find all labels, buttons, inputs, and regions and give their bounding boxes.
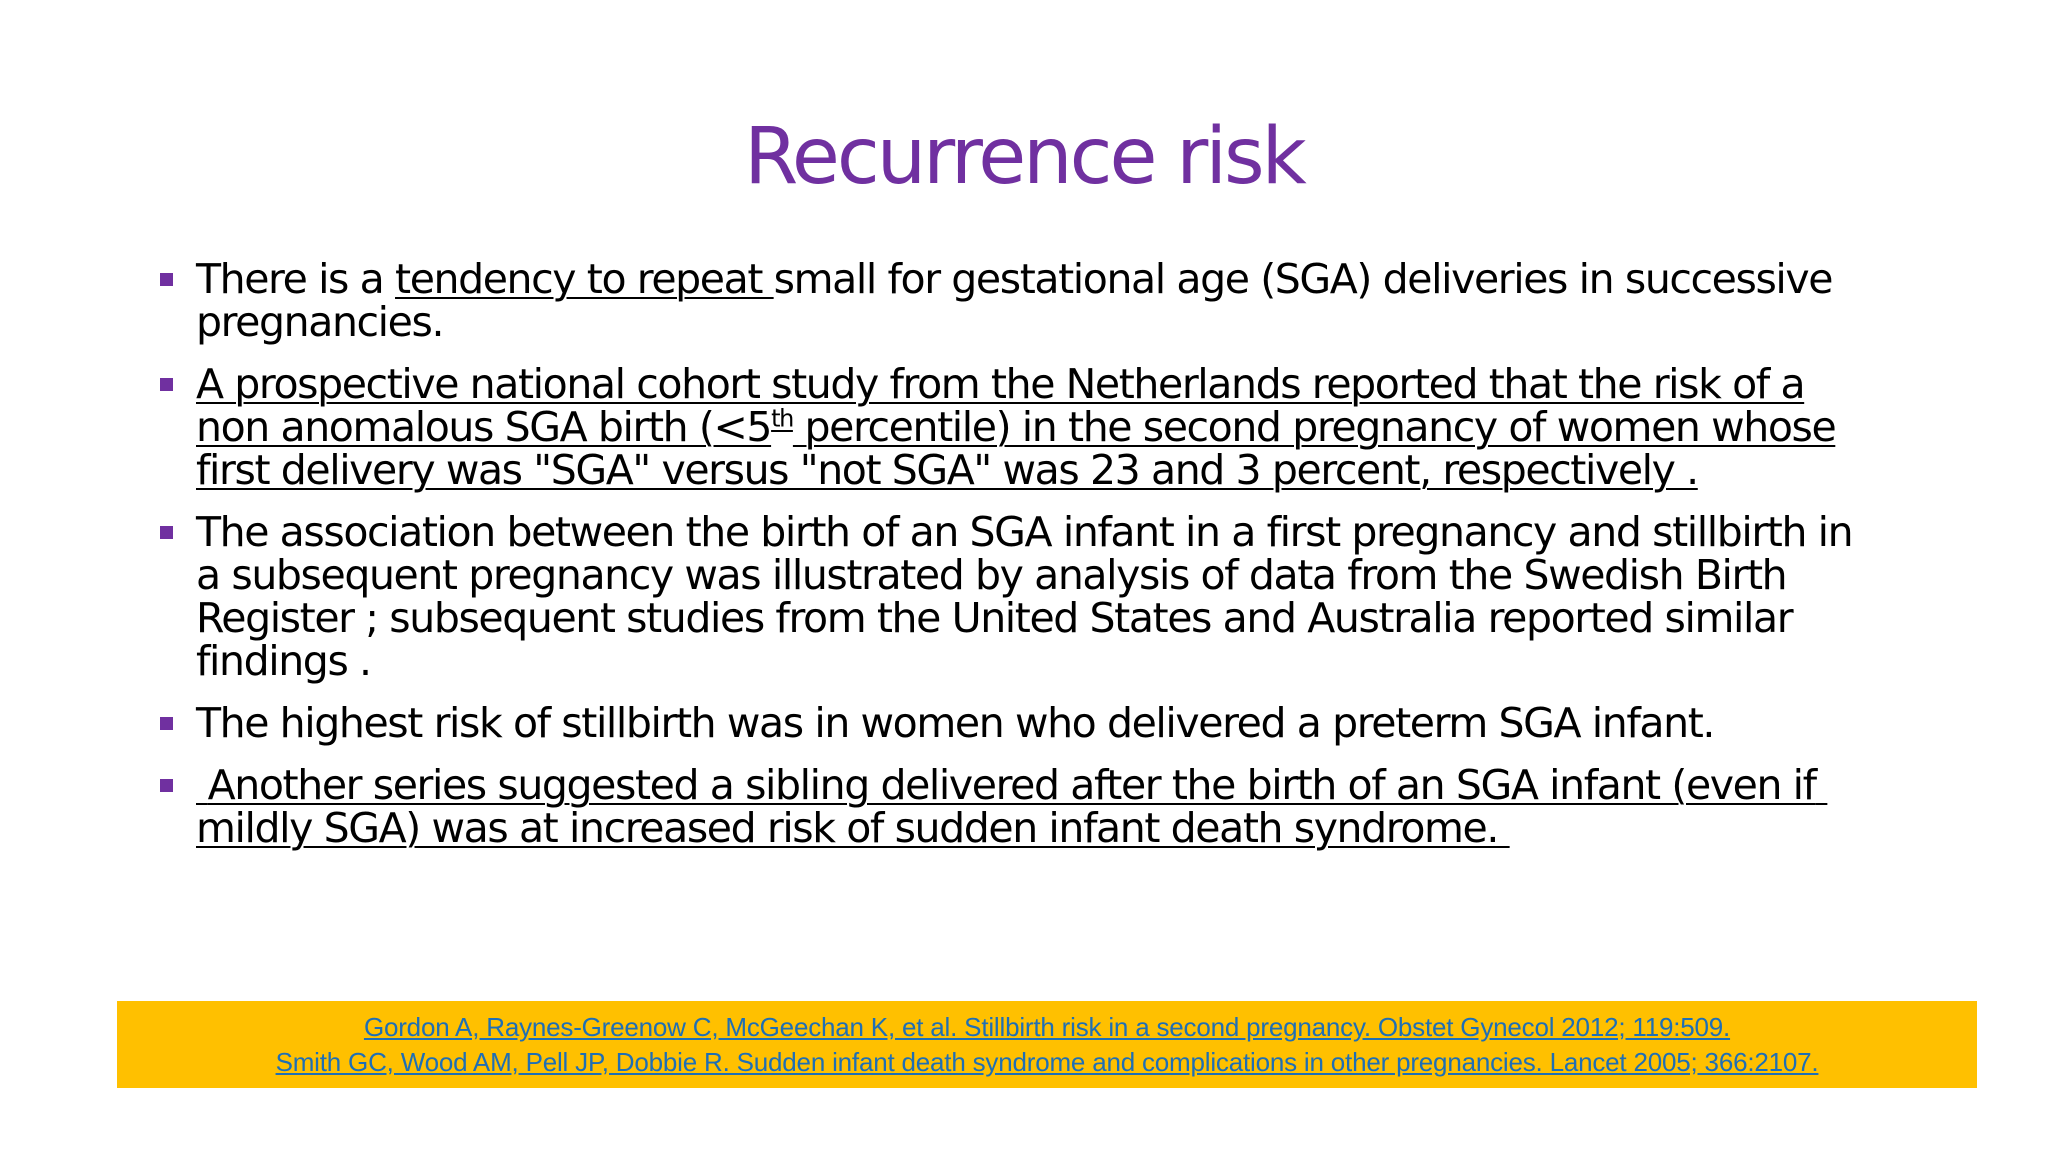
bullet-text: The highest risk of stillbirth was in women who delivered a preterm SGA infant. bbox=[196, 699, 1715, 747]
bullet-superscript: th bbox=[771, 404, 793, 433]
bullet-text-underlined: tendency to repeat bbox=[395, 255, 774, 303]
bullet-text-underlined: percentile) in the second pregnancy of women whose first delivery was "SGA" versus "not SGA" was 23 and 3 percent, respectively . bbox=[196, 403, 1836, 494]
bullet-text-underlined: Another series suggested a sibling delivered after the birth of an SGA infant (even if mildly SGA) was at increased risk of sudden infant death syndrome. bbox=[196, 761, 1828, 852]
bullet-text: The association between the birth of an SGA infant in a first pregnancy and stillbirth in a subsequent pregnancy was illustrated by analysis of data from the Swedish Birth Register ; subsequent studies from the United States and Australia reported similar findings . bbox=[196, 508, 1853, 685]
bullet-square-icon bbox=[160, 717, 173, 730]
bullet-list bbox=[160, 255, 1880, 869]
slide-title: Recurrence risk bbox=[744, 112, 1304, 202]
bullet-square-icon bbox=[160, 378, 173, 391]
bullet-item-netherlands-study bbox=[160, 360, 1880, 494]
reference-link-gordon[interactable]: Gordon A, Raynes-Greenow C, McGeechan K, et al. Stillbirth risk in a second pregnancy. Obstet Gynecol 2012; 119:509. bbox=[363, 1011, 1731, 1042]
bullet-square-icon bbox=[160, 273, 173, 286]
bullet-item-tendency bbox=[160, 255, 1880, 346]
bullet-item-preterm-risk bbox=[160, 699, 1880, 747]
bullet-square-icon bbox=[160, 779, 173, 792]
bullet-square-icon bbox=[160, 526, 173, 539]
bullet-text: There is a bbox=[196, 255, 396, 303]
bullet-item-sids bbox=[160, 761, 1880, 852]
references-box bbox=[117, 1001, 1977, 1088]
bullet-text: small for gestational age (SGA) deliveries in successive pregnancies. bbox=[196, 255, 1833, 346]
bullet-text-underlined: A prospective national cohort study from the Netherlands reported that the risk of a non anomalous SGA birth (<5 bbox=[196, 360, 1805, 451]
reference-link-smith[interactable]: Smith GC, Wood AM, Pell JP, Dobbie R. Sudden infant death syndrome and complications in other pregnancies. Lancet 2005; 366:2107. bbox=[275, 1046, 1819, 1077]
bullet-item-swedish-register bbox=[160, 508, 1880, 685]
